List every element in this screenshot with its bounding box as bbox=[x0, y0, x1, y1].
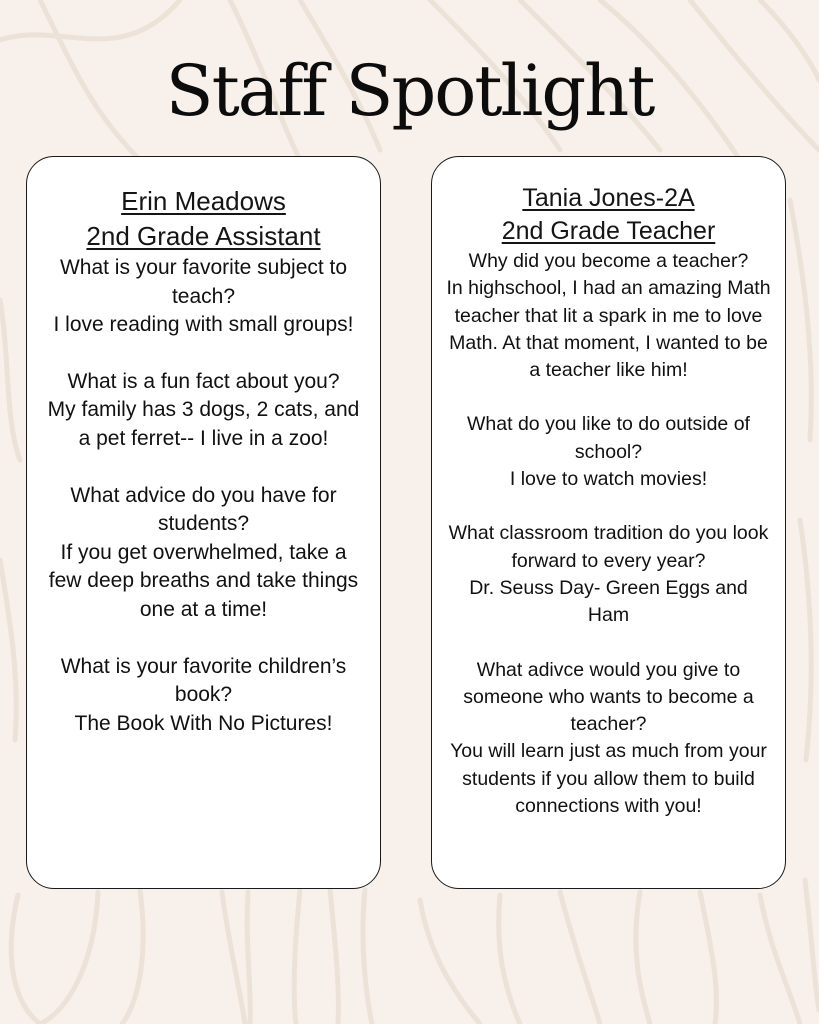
question: What is your favorite children’s book? bbox=[60, 654, 347, 707]
staff-role: 2nd Grade Assistant bbox=[86, 221, 321, 251]
card-header bbox=[432, 157, 785, 248]
answer: The Book With No Pictures! bbox=[74, 711, 333, 735]
qa-item bbox=[446, 411, 771, 493]
answer: You will learn just as much from your students if you allow them to build connections with you! bbox=[450, 740, 767, 818]
qa-item bbox=[47, 653, 360, 739]
qa-item bbox=[47, 254, 360, 340]
question: What is your favorite subject to teach? bbox=[59, 256, 348, 308]
qa-list bbox=[432, 248, 785, 820]
qa-item bbox=[47, 368, 360, 454]
question: What classroom tradition do you look forward to every year? bbox=[448, 522, 769, 572]
answer: If you get overwhelmed, take a few deep breaths and take things one at a time! bbox=[48, 540, 359, 621]
staff-card-erin-meadows bbox=[26, 156, 381, 889]
card-header bbox=[27, 157, 380, 254]
question: What do you like to do outside of school? bbox=[467, 413, 750, 463]
staff-name: Erin Meadows bbox=[121, 186, 286, 216]
staff-role: 2nd Grade Teacher bbox=[501, 217, 716, 245]
qa-item bbox=[446, 248, 771, 384]
answer: I love to watch movies! bbox=[509, 468, 708, 491]
staff-name: Tania Jones-2A bbox=[522, 184, 695, 212]
qa-item bbox=[446, 520, 771, 629]
qa-item bbox=[47, 482, 360, 625]
answer: My family has 3 dogs, 2 cats, and a pet ferret-- I live in a zoo! bbox=[47, 398, 360, 450]
staff-card-tania-jones bbox=[431, 156, 786, 889]
qa-list bbox=[27, 254, 380, 738]
question: Why did you become a teacher? bbox=[468, 250, 749, 272]
qa-item bbox=[446, 657, 771, 821]
question: What is a fun fact about you? bbox=[67, 369, 340, 393]
answer: In highschool, I had an amazing Math teacher that lit a spark in me to love Math. At that moment, I wanted to be a teacher like him! bbox=[446, 277, 771, 382]
answer: I love reading with small groups! bbox=[53, 313, 354, 337]
answer: Dr. Seuss Day- Green Eggs and Ham bbox=[469, 576, 748, 627]
question: What adivce would you give to someone who wants to become a teacher? bbox=[463, 658, 754, 736]
page-title: Staff Spotlight bbox=[165, 50, 654, 132]
question: What advice do you have for students? bbox=[70, 483, 337, 536]
